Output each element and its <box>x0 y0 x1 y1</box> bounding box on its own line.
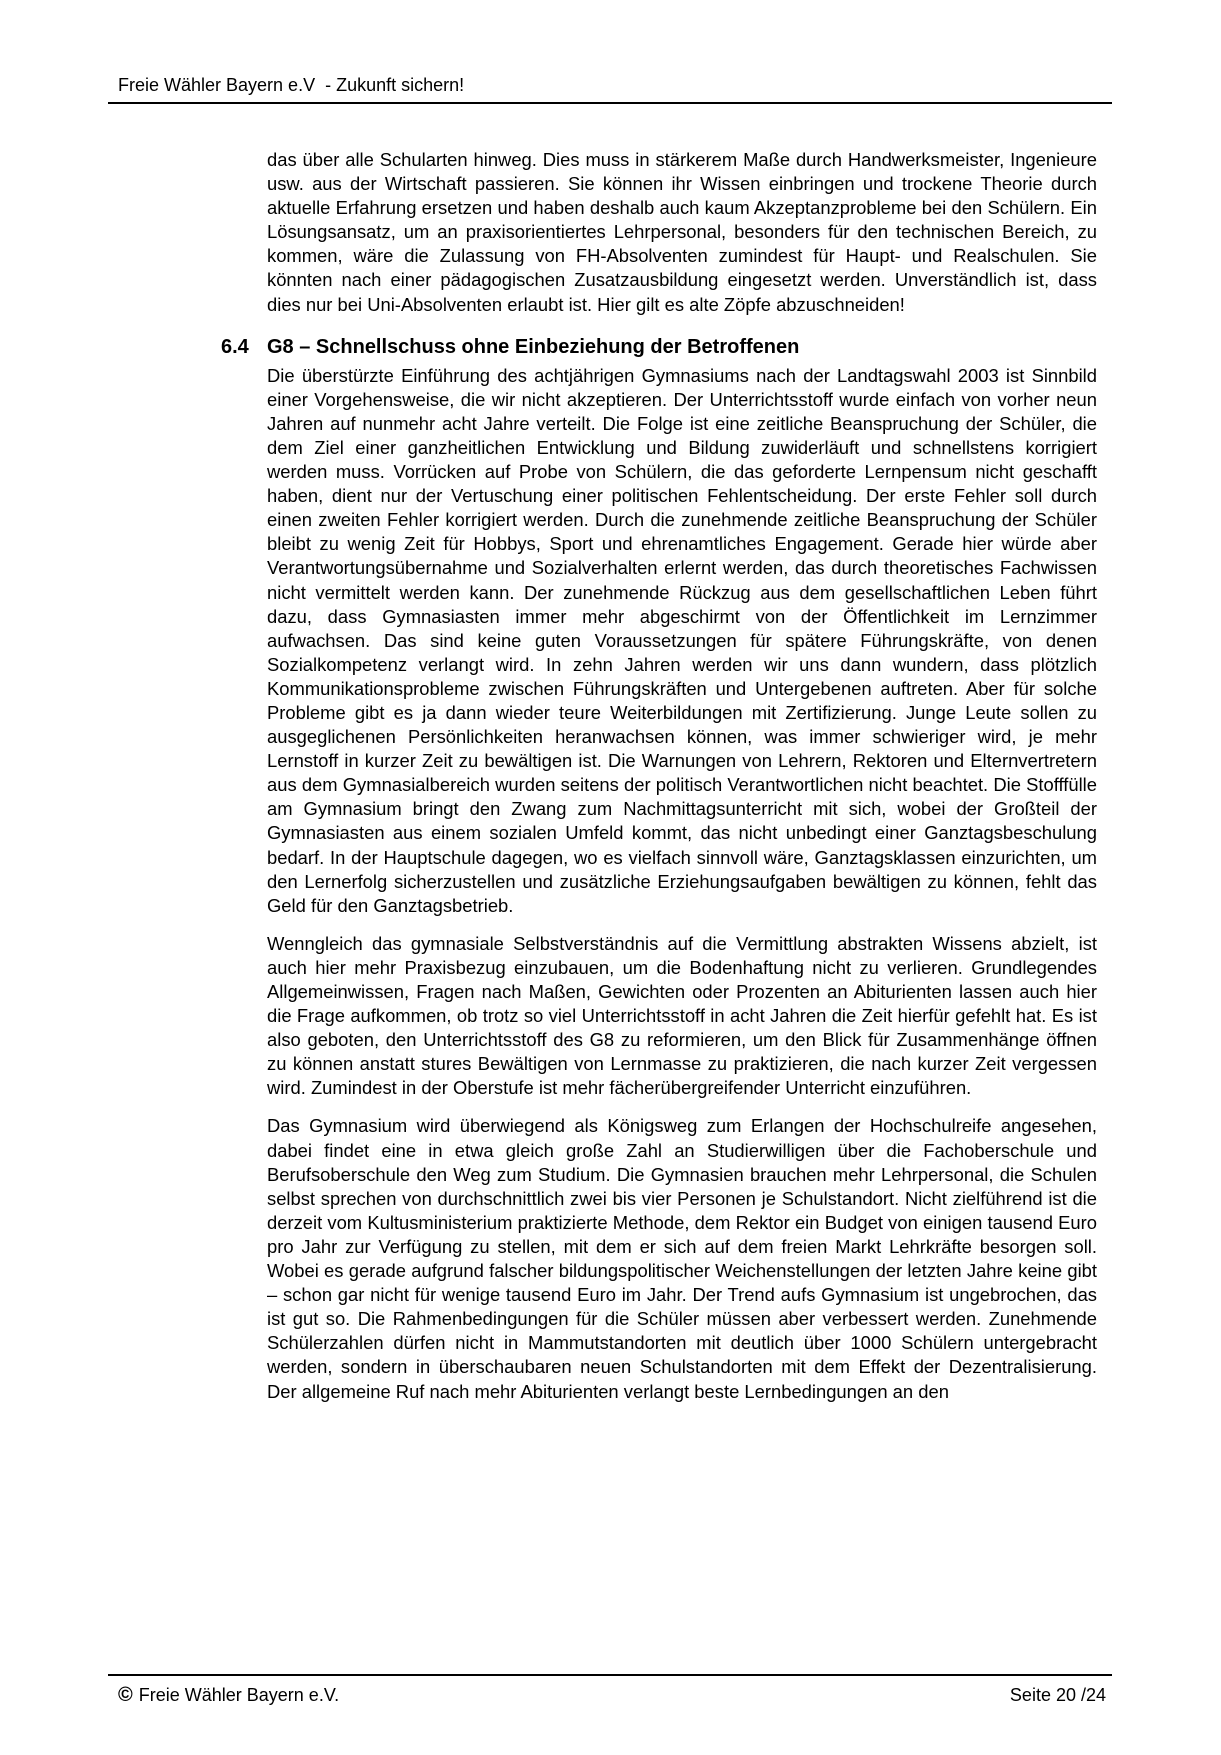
footer-copyright <box>118 1684 339 1706</box>
copyright-icon: © <box>118 1684 133 1706</box>
section-heading <box>221 334 1097 360</box>
header-title: Freie Wähler Bayern e.V - Zukunft sichern! <box>118 75 465 95</box>
page-number: Seite 20 /24 <box>1009 1685 1106 1705</box>
body-paragraph: Die überstürzte Einführung des achtjährigen Gymnasiums nach der Landtagswahl 2003 ist Sinnbild einer Vorgehensweise, die wir nicht akzeptieren. Der Unterrichtsstoff wurde einfach von vorher neun Jahren auf nunmehr acht Jahre verteilt. Die Folge ist eine zeitliche Beanspruchung der Schüler, die dem Ziel einer ganzheitlichen Entwicklung und Bildung zuwiderläuft und schnellstens korrigiert werden muss. Vorrücken auf Probe von Schülern, die das geforderte Lernpensum nicht geschafft haben, dient nur der Vertuschung einer politischen Fehlentscheidung. Der erste Fehler soll durch einen zweiten Fehler korrigiert werden. Durch die zunehmende zeitliche Beanspruchung der Schüler bleibt zu wenig Zeit für Hobbys, Sport und ehrenamtliches Engagement. Gerade hier würde aber Verantwortungsübernahme und Sozialverhalten erlernt werden, das durch theoretisches Fachwissen nicht vermittelt werden kann. Der zunehmende Rückzug aus dem gesellschaftlichen Leben führt dazu, dass Gymnasiasten immer mehr abgeschirmt von der Öffentlichkeit im Lernzimmer aufwachsen. Das sind keine guten Voraussetzungen für spätere Führungskräfte, von denen Sozialkompetenz verlangt wird. In zehn Jahren werden wir uns dann wundern, dass plötzlich Kommunikationsprobleme zwischen Führungskräften und Untergebenen auftreten. Aber für solche Probleme gibt es ja dann wieder teure Weiterbildungen mit Zertifizierung. Junge Leute sollen zu ausgeglichenen Persönlichkeiten heranwachsen können, was immer schwieriger wird, je mehr Lernstoff in kurzer Zeit zu bewältigen ist. Die Warnungen von Lehrern, Rektoren und Elternvertretern aus dem Gymnasialbereich wurden seitens der politisch Verantwortlichen nicht beachtet. Die Stofffülle am Gymnasium bringt den Zwang zum Nachmittagsunterricht mit sich, wobei der Großteil der Gymnasiasten aus einem sozialen Umfeld kommt, das nicht unbedingt einer Ganztagsbeschulung bedarf. In der Hauptschule dagegen, wo es vielfach sinnvoll wäre, Ganztagsklassen einzurichten, um den Lernerfolg sicherzustellen und zusätzliche Erziehungsaufgaben bewältigen zu können, fehlt das Geld für den Ganztagsbetrieb. <box>267 364 1097 916</box>
section-title: G8 – Schnellschuss ohne Einbeziehung der Betroffenen <box>267 335 800 358</box>
body-paragraph: Das Gymnasium wird überwiegend als Königsweg zum Erlangen der Hochschulreife angesehen, dabei findet eine in etwa gleich große Zahl an Studierwilligen über die Fachoberschule und Berufsoberschule den Weg zum Studium. Die Gymnasien brauchen mehr Lehrpersonal, die Schulen selbst sprechen von durchschnittlich zwei bis vier Personen je Schulstandort. Nicht zielführend ist die derzeit vom Kultusministerium praktizierte Methode, dem Rektor ein Budget von einigen tausend Euro pro Jahr zur Verfügung zu stellen, mit dem er sich auf dem freien Markt Lehrkräfte besorgen soll. Wobei es gerade aufgrund falscher bildungspolitischer Weichenstellungen der letzten Jahre keine gibt – schon gar nicht für wenige tausend Euro im Jahr. Der Trend aufs Gymnasium ist ungebrochen, das ist gut so. Die Rahmenbedingungen für die Schüler müssen aber verbessert werden. Zunehmende Schülerzahlen dürfen nicht in Mammutstandorten mit deutlich über 1000 Schülern untergebracht werden, sondern in überschaubaren neuen Schulstandorten mit dem Effekt der Dezentralisierung. Der allgemeine Ruf nach mehr Abiturienten verlangt beste Lernbedingungen an den <box>267 1115 1097 1402</box>
document-body <box>221 148 1097 1404</box>
footer-organization: Freie Wähler Bayern e.V. <box>138 1685 340 1705</box>
page-header <box>108 70 1112 104</box>
section-number: 6.4 <box>221 335 249 358</box>
body-paragraph: Wenngleich das gymnasiale Selbstverständnis auf die Vermittlung abstrakten Wissens abzielt, ist auch hier mehr Praxisbezug einzubauen, um die Bodenhaftung nicht zu verlieren. Grundlegendes Allgemeinwissen, Fragen nach Maßen, Gewichten oder Prozenten an Abiturienten lassen auch hier die Frage aufkommen, ob trotz so viel Unterrichtsstoff in acht Jahren die Zeit hierfür gefehlt hat. Es ist also geboten, den Unterrichtsstoff des G8 zu reformieren, um den Blick für Zusammenhänge öffnen zu können anstatt stures Bewältigen von Lernmasse zu praktizieren, die nach kurzer Zeit vergessen wird. Zumindest in der Oberstufe ist mehr fächerübergreifender Unterricht einzuführen. <box>267 932 1097 1099</box>
intro-paragraph: das über alle Schularten hinweg. Dies muss in stärkerem Maße durch Handwerksmeister, Ingenieure usw. aus der Wirtschaft passieren. Sie können ihr Wissen einbringen und trockene Theorie durch aktuelle Erfahrung ersetzen und haben deshalb auch kaum Akzeptanzprobleme bei den Schülern. Ein Lösungsansatz, um an praxisorientiertes Lehrpersonal, besonders für den technischen Bereich, zu kommen, wäre die Zulassung von FH-Absolventen zumindest für Haupt- und Realschulen. Sie könnten nach einer pädagogischen Zusatzausbildung eingesetzt werden. Unverständlich ist, dass dies nur bei Uni-Absolventen erlaubt ist. Hier gilt es alte Zöpfe abzuschneiden! <box>267 149 1097 315</box>
page-footer <box>108 1674 1112 1710</box>
